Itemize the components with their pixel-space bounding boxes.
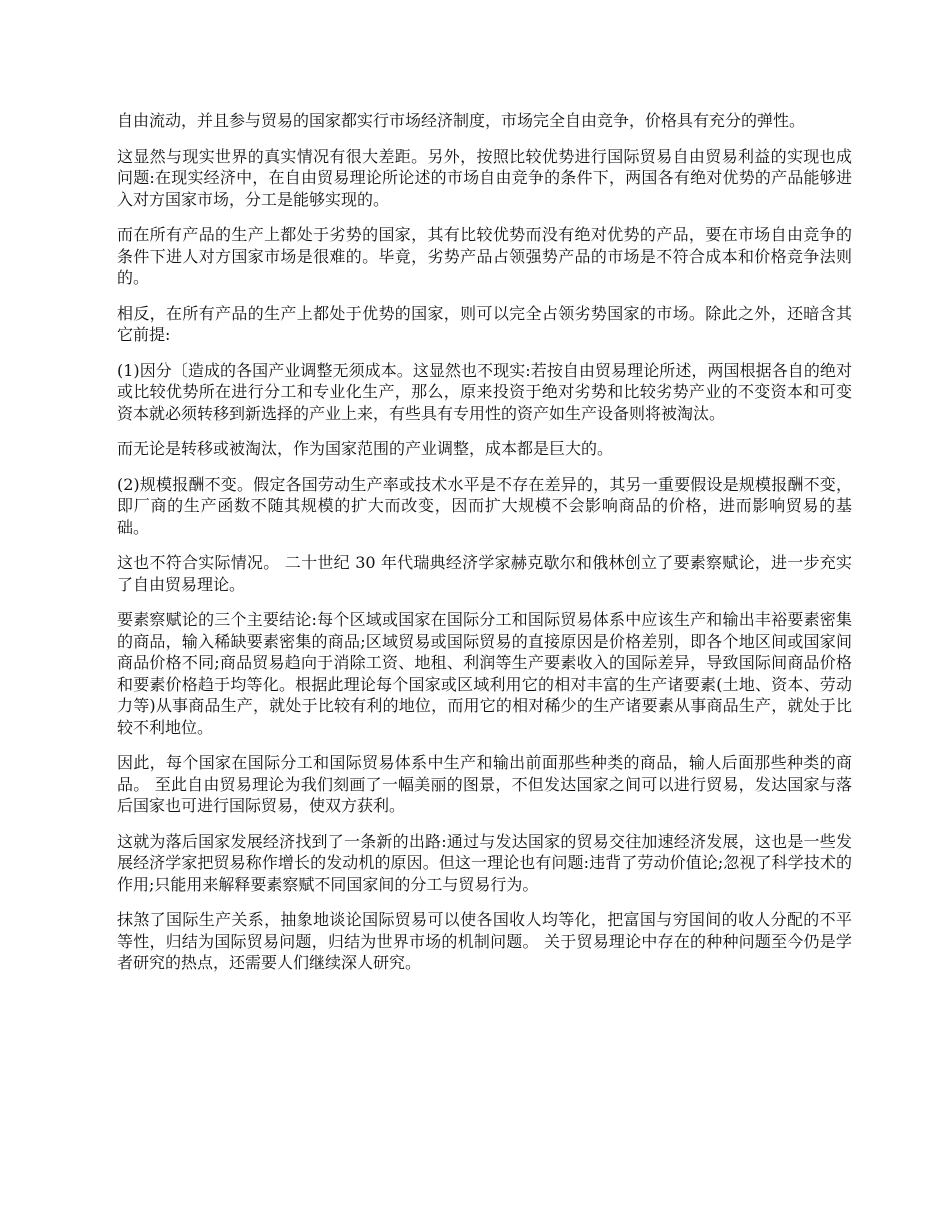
paragraph: 这就为落后国家发展经济找到了一条新的出路:通过与发达国家的贸易交往加速经济发展，这也是一些发展经济学家把贸易称作增长的发动机的原因。但这一理论也有问题:违背了劳动价值论;忽视了科学技术的作用;只能用来解释要素察赋不同国家间的分工与贸易行为。	[117, 831, 852, 894]
paragraph: 这显然与现实世界的真实情况有很大差距。另外，按照比较优势进行国际贸易自由贸易利益的实现也成问题:在现实经济中，在自由贸易理论所论述的市场自由竞争的条件下，两国各有绝对优势的产品能够进入对方国家市场，分工是能够实现的。	[117, 146, 852, 209]
paragraph: 相反，在所有产品的生产上都处于优势的国家，则可以完全占领劣势国家的市场。除此之外，还暗含其它前提:	[117, 303, 852, 344]
paragraph: 而无论是转移或被淘汰，作为国家范围的产业调整，成本都是巨大的。	[117, 439, 614, 458]
paragraph: 而在所有产品的生产上都处于劣势的国家，其有比较优势而没有绝对优势的产品，要在市场自由竞争的条件下进人对方国家市场是很难的。毕竟，劣势产品占领强势产品的市场是不符合成本和价格竞争法则的。	[117, 225, 852, 287]
paragraph: 这也不符合实际情况。 二十世纪 30 年代瑞典经济学家赫克歇尔和俄林创立了要素察赋论，进一步充实了自由贸易理论。	[117, 553, 852, 594]
paragraph: 因此，每个国家在国际分工和国际贸易体系中生产和输出前面那些种类的商品，输人后面那些种类的商品。 至此自由贸易理论为我们刻画了一幅美丽的图景，不但发达国家之间可以进行贸易，发达国家与落后国家也可进行国际贸易，使双方获利。	[117, 753, 852, 815]
document-body	[117, 110, 852, 988]
paragraph: 要素察赋论的三个主要结论:每个区域或国家在国际分工和国际贸易体系中应该生产和输出丰裕要素密集的商品，输入稀缺要素密集的商品;区域贸易或国际贸易的直接原因是价格差别，即各个地区间或国家间商品价格不同;商品贸易趋向于消除工资、地租、利润等生产要素收入的国际差异，导致国际间商品价格和要素价格趋于均等化。根据此理论每个国家或区域利用它的相对丰富的生产诸要素(土地、资本、劳动力等)从事商品生产，就处于比较有利的地位，而用它的相对稀少的生产诸要素从事商品生产，就处于比较不利地位。	[117, 610, 852, 737]
paragraph: (1)因分〔造成的各国产业调整无须成本。这显然也不现实:若按自由贸易理论所述，两国根据各自的绝对或比较优势所在进行分工和专业化生产，那么，原来投资于绝对劣势和比较劣势产业的不变资本和可变资本就必须转移到新选择的产业上来，有些具有专用性的资产如生产设备则将被淘汰。	[117, 360, 852, 423]
paragraph: (2)规模报酬不变。假定各国劳动生产率或技术水平是不存在差异的，其另一重要假设是规模报酬不变，即厂商的生产函数不随其规模的扩大而改变，因而扩大规模不会影响商品的价格，进而影响贸易的基础。	[117, 474, 852, 537]
paragraph: 抹煞了国际生产关系，抽象地谈论国际贸易可以使各国收人均等化，把富国与穷国间的收人分配的不平等性，归结为国际贸易问题，归结为世界市场的机制问题。 关于贸易理论中存在的种种问题至今仍是学者研究的热点，还需要人们继续深人研究。	[117, 910, 852, 972]
paragraph: 自由流动，并且参与贸易的国家都实行市场经济制度，市场完全自由竞争，价格具有充分的弹性。	[117, 111, 806, 130]
